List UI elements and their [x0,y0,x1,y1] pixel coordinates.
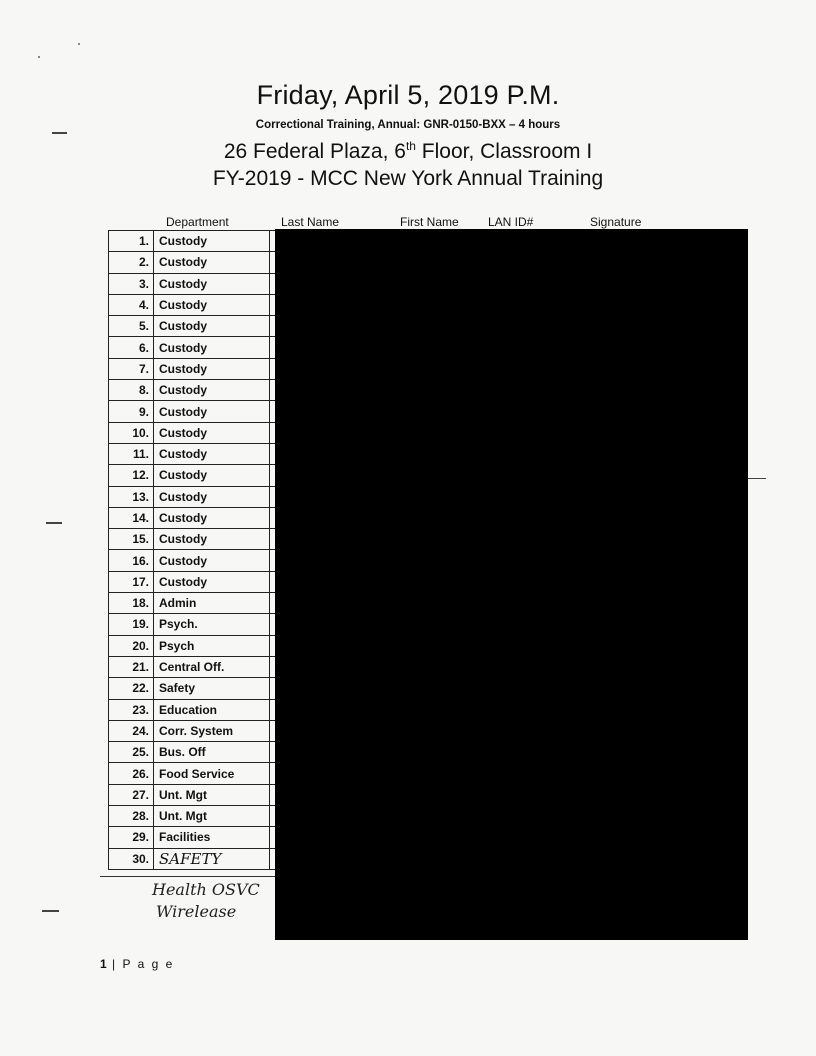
department-cell: Facilities [154,827,270,848]
table-row [109,316,281,337]
row-number: 28. [109,806,154,827]
row-number: 6. [109,337,154,358]
header-lan-id: LAN ID# [488,215,534,229]
table-row [109,401,281,422]
table-row [109,848,281,869]
table-row [109,486,281,507]
table-row [109,678,281,699]
department-cell: Custody [154,422,270,443]
department-cell: Custody [154,529,270,550]
location-main: 26 Federal Plaza, 6 [223,140,406,163]
department-cell: Custody [154,550,270,571]
handwritten-note: Health OSVC [152,880,260,899]
department-cell: Food Service [154,763,270,784]
table-row [109,784,281,805]
location-line [0,139,816,164]
row-number: 30. [109,848,154,869]
department-cell: Custody [154,252,270,273]
row-number: 8. [109,380,154,401]
row-number: 26. [109,763,154,784]
department-cell: Custody [154,294,270,315]
row-number: 4. [109,294,154,315]
scan-dot [38,56,40,58]
table-row [109,763,281,784]
table-row [109,720,281,741]
location-ordinal: th [405,139,416,153]
course-subtitle: Correctional Training, Annual: GNR-0150-BXX – 4 hours [255,119,561,131]
page-number: 1 [100,957,107,971]
table-row [109,231,281,252]
row-number: 29. [109,827,154,848]
department-cell: Unt. Mgt [154,784,270,805]
training-title: FY-2019 - MCC New York Annual Training [212,167,604,190]
handwritten-note: Wirelease [156,902,237,921]
row-number: 25. [109,742,154,763]
table-row [109,656,281,677]
redaction-block [275,229,748,940]
row-number: 13. [109,486,154,507]
roster-table [108,230,280,870]
table-row [109,529,281,550]
department-cell: Psych. [154,614,270,635]
table-row [109,635,281,656]
roster-body [109,231,281,870]
table-bottom-rule [100,876,276,877]
scan-dot [78,43,80,45]
department-cell: Custody [154,401,270,422]
page-footer [100,957,174,971]
table-row [109,699,281,720]
table-row [109,614,281,635]
department-cell: Custody [154,273,270,294]
department-cell: Unt. Mgt [154,806,270,827]
table-row [109,443,281,464]
scan-mark [42,910,59,912]
department-cell: Custody [154,443,270,464]
department-cell: Custody [154,337,270,358]
row-number: 21. [109,656,154,677]
department-cell: Custody [154,231,270,252]
table-row [109,337,281,358]
row-number: 19. [109,614,154,635]
scan-mark [748,478,766,479]
department-cell: Admin [154,593,270,614]
row-number: 20. [109,635,154,656]
header-department: Department [166,215,229,229]
department-cell: Custody [154,380,270,401]
row-number: 7. [109,358,154,379]
row-number: 11. [109,443,154,464]
department-cell: Custody [154,465,270,486]
table-row [109,273,281,294]
row-number: 3. [109,273,154,294]
department-cell: Custody [154,486,270,507]
row-number: 2. [109,252,154,273]
row-number: 5. [109,316,154,337]
department-cell: Corr. System [154,720,270,741]
department-cell: Bus. Off [154,742,270,763]
location-rest: Floor, Classroom I [415,140,593,163]
department-cell: Psych [154,635,270,656]
department-cell: Custody [154,571,270,592]
header-last-name: Last Name [281,215,340,229]
row-number: 22. [109,678,154,699]
row-number: 1. [109,231,154,252]
table-row [109,827,281,848]
row-number: 17. [109,571,154,592]
table-row [109,358,281,379]
scan-mark [52,132,67,134]
row-number: 15. [109,529,154,550]
department-cell: Education [154,699,270,720]
department-cell: Custody [154,358,270,379]
header-first-name: First Name [400,215,459,229]
department-cell: Custody [154,316,270,337]
row-number: 14. [109,507,154,528]
row-number: 16. [109,550,154,571]
table-row [109,742,281,763]
table-row [109,465,281,486]
table-row [109,571,281,592]
table-row [109,550,281,571]
page-label: | P a g e [112,957,175,971]
row-number: 23. [109,699,154,720]
row-number: 24. [109,720,154,741]
table-row [109,507,281,528]
table-row [109,252,281,273]
department-cell: SAFETY [154,848,270,869]
row-number: 9. [109,401,154,422]
row-number: 18. [109,593,154,614]
scan-mark [46,522,62,524]
table-row [109,806,281,827]
row-number: 10. [109,422,154,443]
row-number: 12. [109,465,154,486]
table-row [109,294,281,315]
header-signature: Signature [590,215,642,229]
table-row [109,422,281,443]
table-row [109,593,281,614]
department-cell: Custody [154,507,270,528]
document-title: Friday, April 5, 2019 P.M. [256,80,560,110]
department-cell: Central Off. [154,656,270,677]
row-number: 27. [109,784,154,805]
department-cell: Safety [154,678,270,699]
table-row [109,380,281,401]
